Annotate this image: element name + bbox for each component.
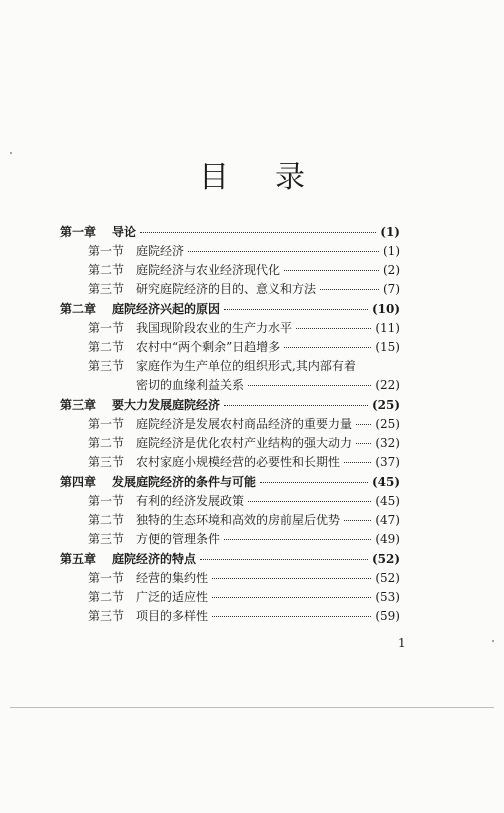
section-title: 我国现阶段农业的生产力水平 [136,321,293,335]
section-title-continued: 密切的血缘利益关系 [136,378,245,392]
chapter-label: 第二章 [60,302,97,316]
page-ref: (1) [383,244,400,258]
toc-section[interactable] [88,243,400,259]
dot-leader [356,424,371,425]
toc-chapter-3[interactable] [60,397,400,413]
chapter-title: 庭院经济兴起的原因 [112,302,221,316]
section-title: 庭院经济与农业经济现代化 [136,263,281,277]
toc-section[interactable] [88,320,400,336]
chapter-label: 第一章 [60,225,97,239]
section-label: 第一节 [88,494,125,508]
dot-leader [284,347,371,348]
section-title: 庭院经济是优化农村产业结构的强大动力 [136,436,353,450]
toc-section[interactable] [88,454,400,470]
section-label: 第二节 [88,263,125,277]
dot-leader [248,501,371,502]
section-label: 第三节 [88,282,125,296]
toc-section[interactable] [88,339,400,355]
toc-section[interactable] [88,531,400,547]
dot-leader [224,309,368,310]
toc-section[interactable] [88,281,400,297]
section-title: 有利的经济发展政策 [136,494,245,508]
page-ref: (47) [375,513,400,527]
section-title: 农村中“两个剩余”日趋增多 [136,340,281,354]
toc-chapter-4[interactable] [60,474,400,490]
scan-speck [492,640,494,642]
page-ref: (52) [371,552,400,566]
toc-section[interactable] [88,512,400,528]
page-ref: (52) [375,571,400,585]
toc-section[interactable] [88,570,400,586]
page-ref: (32) [375,436,400,450]
dot-leader [188,251,379,252]
dot-leader [224,405,368,406]
dot-leader [344,520,371,521]
toc-section[interactable] [88,416,400,432]
section-label: 第一节 [88,244,125,258]
section-title: 庭院经济 [136,244,185,258]
page-ref: (15) [375,340,400,354]
chapter-title: 要大力发展庭院经济 [112,398,221,412]
chapter-title: 庭院经济的特点 [112,552,197,566]
dot-leader [212,597,371,598]
page-ref: (2) [383,263,400,277]
page-ref: (53) [375,590,400,604]
page-ref: (25) [375,417,400,431]
page-ref: (37) [375,455,400,469]
dot-leader [260,482,368,483]
toc-section[interactable] [88,358,400,374]
section-label: 第二节 [88,340,125,354]
section-title: 方便的管理条件 [136,532,221,546]
toc-section-continuation[interactable] [136,377,400,393]
page-ref: (25) [371,398,400,412]
page-ref: (11) [375,321,400,335]
toc-chapter-2[interactable] [60,301,400,317]
dot-leader [320,289,379,290]
dot-leader [140,232,376,233]
section-label: 第二节 [88,513,125,527]
page-ref: (22) [375,378,400,392]
dot-leader [356,443,371,444]
toc-section[interactable] [88,435,400,451]
section-title: 项目的多样性 [136,609,209,623]
section-title: 广泛的适应性 [136,590,209,604]
section-title: 庭院经济是发展农村商品经济的重要力量 [136,417,353,431]
toc-chapter-1[interactable] [60,224,400,240]
toc-section[interactable] [88,262,400,278]
section-label: 第三节 [88,359,125,373]
toc-section[interactable] [88,493,400,509]
toc-chapter-5[interactable] [60,551,400,567]
section-title: 独特的生态环境和高效的房前屋后优势 [136,513,341,527]
section-title: 农村家庭小规模经营的必要性和长期性 [136,455,341,469]
page-ref: (1) [380,225,400,239]
page-ref: (7) [383,282,400,296]
section-label: 第三节 [88,609,125,623]
toc-title: 目录 [199,160,351,195]
chapter-label: 第四章 [60,475,97,489]
dot-leader [212,616,371,617]
section-label: 第一节 [88,321,125,335]
section-title: 经营的集约性 [136,571,209,585]
section-label: 第一节 [88,571,125,585]
section-label: 第三节 [88,532,125,546]
chapter-label: 第五章 [60,552,97,566]
page-number: 1 [398,636,406,650]
section-label: 第二节 [88,436,125,450]
scan-edge-line [10,707,494,708]
section-label: 第二节 [88,590,125,604]
section-title: 研究庭院经济的目的、意义和方法 [136,282,317,296]
page-ref: (49) [375,532,400,546]
dot-leader [344,462,371,463]
page-ref: (45) [375,494,400,508]
page-ref: (10) [371,302,400,316]
chapter-title: 发展庭院经济的条件与可能 [112,475,257,489]
page-ref: (59) [375,609,400,623]
page-ref: (45) [371,475,400,489]
scan-speck [10,152,12,154]
dot-leader [248,385,371,386]
section-title: 家庭作为生产单位的组织形式,其内部有着 [136,359,356,373]
section-label: 第三节 [88,455,125,469]
dot-leader [284,270,379,271]
dot-leader [224,539,371,540]
chapter-label: 第三章 [60,398,97,412]
toc-section[interactable] [88,608,400,624]
dot-leader [200,559,368,560]
chapter-title: 导论 [112,225,137,239]
toc-section[interactable] [88,589,400,605]
section-label: 第一节 [88,417,125,431]
dot-leader [296,328,371,329]
dot-leader [212,578,371,579]
